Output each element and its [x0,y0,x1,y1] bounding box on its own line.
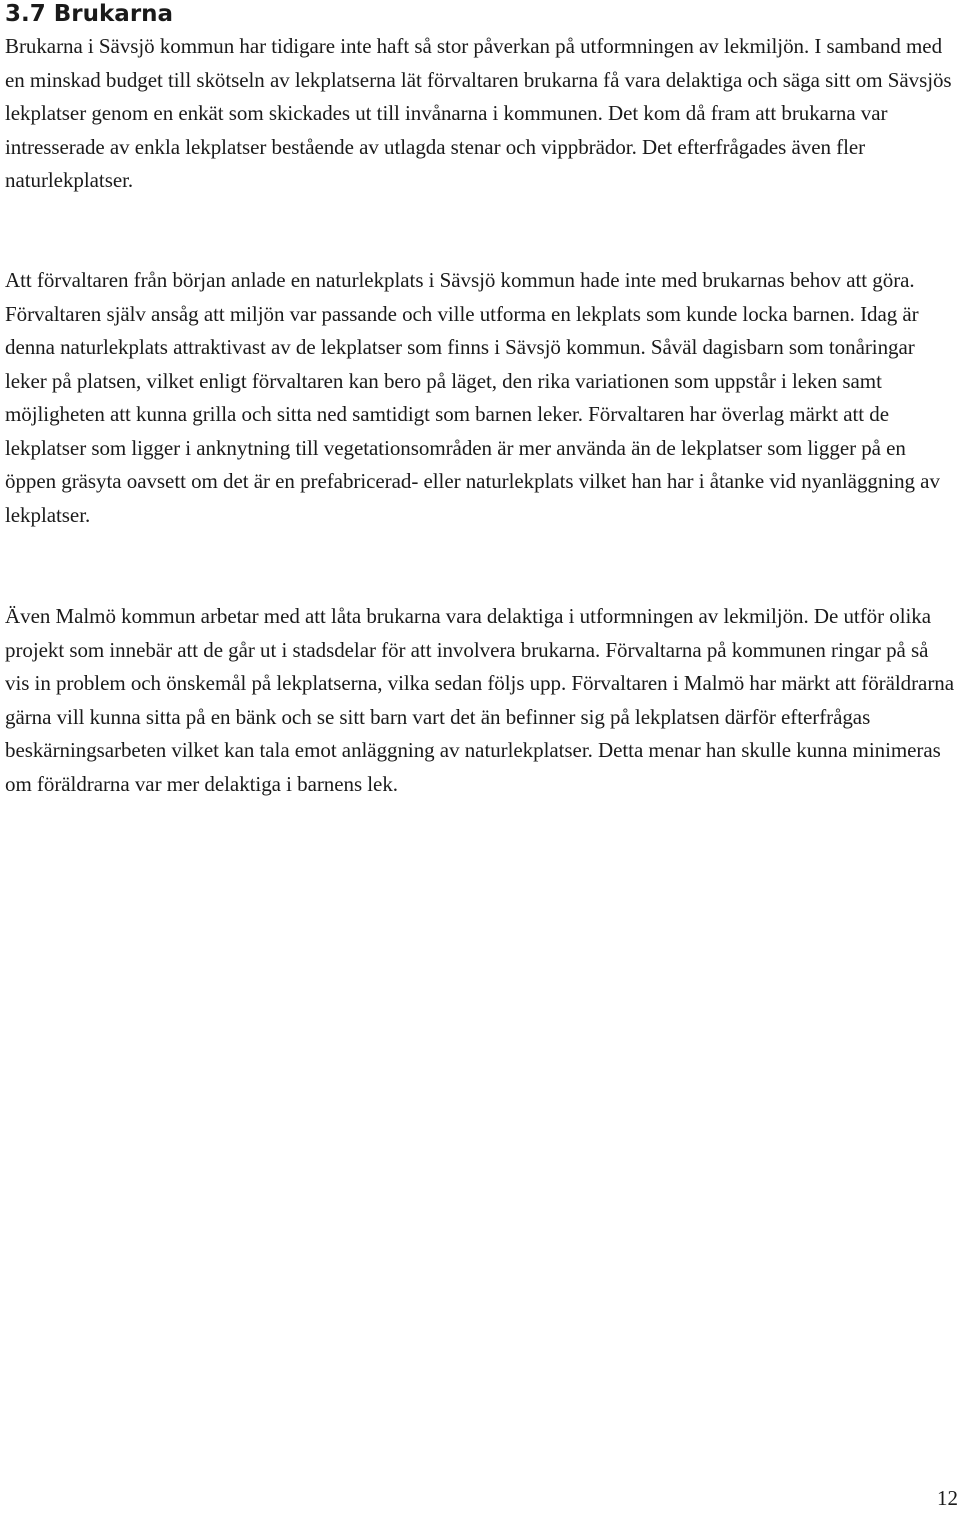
paragraph-1: Brukarna i Sävsjö kommun har tidigare inte haft så stor påverkan på utformningen av lekmiljön. I samband med en minskad budget till skötseln av lekplatserna lät förvaltaren brukarna få vara delaktiga och säga sitt om Sävsjös lekplatser genom en enkät som skickades ut till invånarna i kommunen. Det kom då fram att brukarna var intresserade av enkla lekplatser bestående av utlagda stenar och vippbrädor. Det efterfrågades även fler naturlekplatser. [5,34,952,192]
paragraph-2: Att förvaltaren från början anlade en naturlekplats i Sävsjö kommun hade inte med brukarnas behov att göra. Förvaltaren själv ansåg att miljön var passande och ville utforma en lekplats som kunde locka barnen. Idag är denna naturlekplats attraktivast av de lekplatser som finns i Sävsjö kommun. Såväl dagisbarn som tonåringar leker på platsen, vilket enligt förvaltaren kan bero på läget, den rika variationen som uppstår i leken samt möjligheten att kunna grilla och sitta ned samtidigt som barnen leker. Förvaltaren har överlag märkt att de lekplatser som ligger i anknytning till vegetationsområden är mer använda än de lekplatser som ligger på en öppen gräsyta oavsett om det är en prefabricerad- eller naturlekplats vilket han har i åtanke vid nyanläggning av lekplatser. [5,268,940,527]
page-number: 12 [937,1486,958,1510]
section-heading: 3.7 Brukarna [5,1,174,27]
paragraph-3: Även Malmö kommun arbetar med att låta brukarna vara delaktiga i utformningen av lekmiljön. De utför olika projekt som innebär att de går ut i stadsdelar för att involvera brukarna. Förvaltarna på kommunen ringar på så vis in problem och önskemål på lekplatserna, vilka sedan följs upp. Förvaltaren i Malmö har märkt att föräldrarna gärna vill kunna sitta på en bänk och se sitt barn vart det än befinner sig på lekplatsen därför efterfrågas beskärningsarbeten vilket kan tala emot anläggning av naturlekplatser. Detta menar han skulle kunna minimeras om föräldrarna var mer delaktiga i barnens lek. [5,604,954,796]
